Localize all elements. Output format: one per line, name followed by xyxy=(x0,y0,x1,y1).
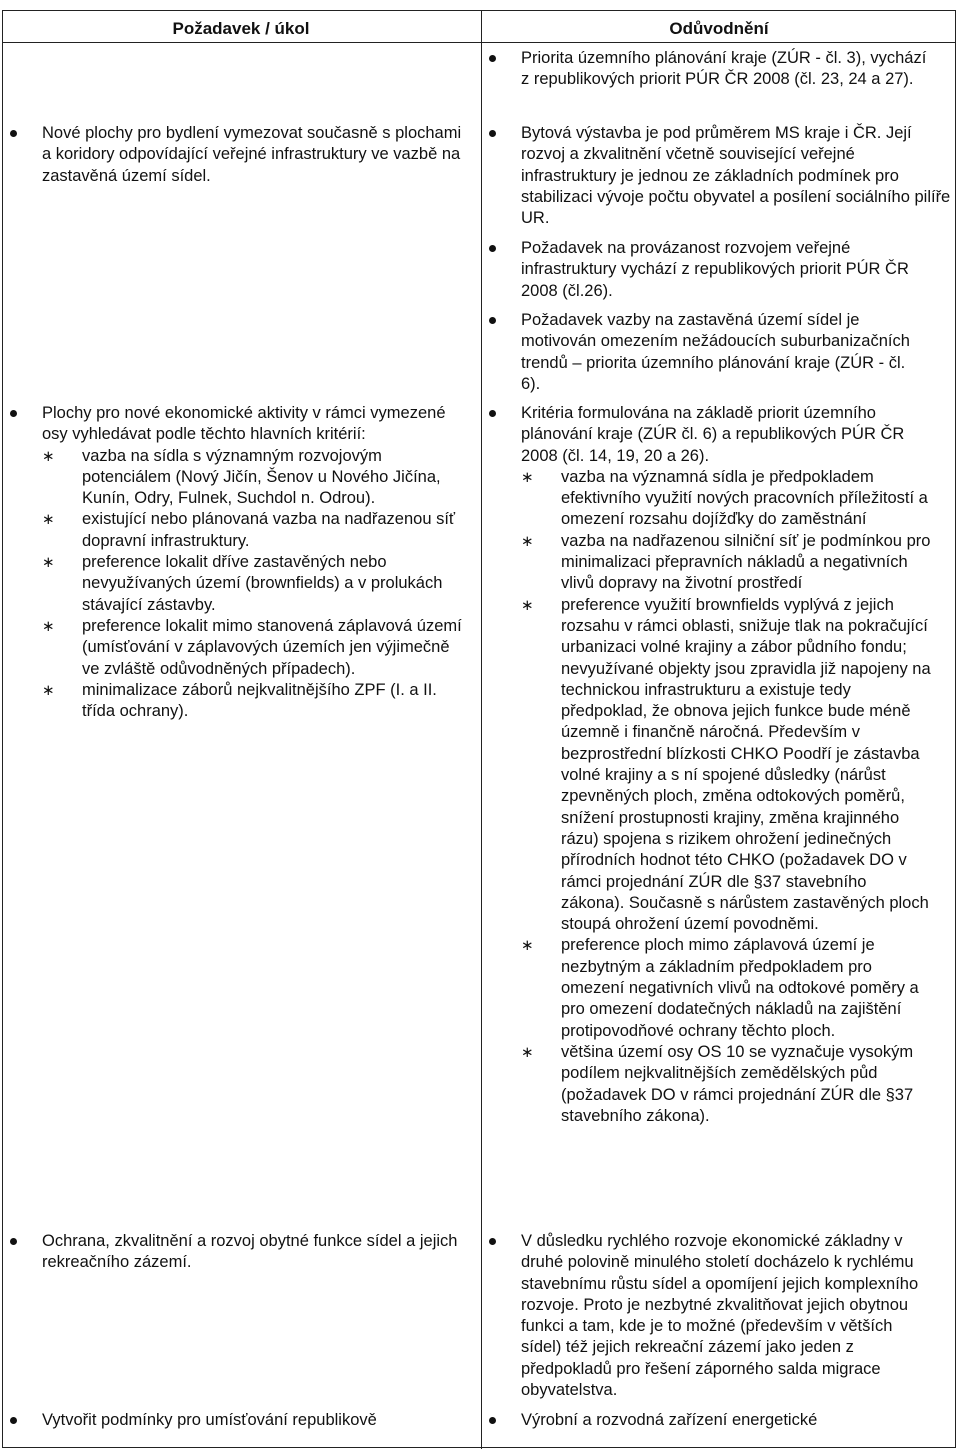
asterisk-icon: ∗ xyxy=(521,937,534,955)
bullet-icon xyxy=(489,55,496,62)
asterisk-icon: ∗ xyxy=(521,532,534,550)
header-requirement: Požadavek / úkol xyxy=(172,19,310,38)
justification-item: Bytová výstavba je pod průměrem MS kraje i ČR. Její rozvoj a zkvalitnění včetně související veřejné infrastruktury je jednou ze základních podmínek pro stabilizaci vývoje počtu obyvatel a posílení sociálního pilíře UR. xyxy=(521,123,951,229)
header-justification: Odůvodnění xyxy=(669,19,769,38)
asterisk-icon: ∗ xyxy=(42,681,55,699)
requirement-item: Nové plochy pro bydlení vymezovat současně s plochami a koridory odpovídající veřejné infrastruktury ve vazbě na zastavěná území sídel. xyxy=(42,123,462,187)
justification-item: V důsledku rychlého rozvoje ekonomické základny v druhé polovině minulého století docházelo k rychlému stavebnímu růstu sídel a opomíjení jejich komplexního rozvoje. Proto je nezbytné zkvalitňovat jejich obytnou funkci a tam, kde je to možné (především v větších sídel) též jejich rekreační zázemí jako jeden z předpokladů pro řešení záporného salda migrace obyvatelstva. xyxy=(521,1231,926,1401)
criterion-item: ∗ existující nebo plánovaná vazba na nadřazenou síť dopravní infrastruktury. xyxy=(42,510,456,550)
requirement-item: Ochrana, zkvalitnění a rozvoj obytné funkce sídel a jejich rekreačního zázemí. xyxy=(42,1231,470,1274)
reason-item: ∗ vazba na významná sídla je předpokladem efektivního využití nových pracovních příležitostí a omezení rozsahu dojížďky do zaměstnání xyxy=(521,467,928,529)
justification-item: Výrobní a rozvodná zařízení energetické xyxy=(521,1410,941,1431)
asterisk-icon: ∗ xyxy=(42,554,55,572)
justification-item: Požadavek na provázanost rozvojem veřejné infrastruktury vychází z republikových priorit PÚR ČR 2008 (čl.26). xyxy=(521,238,941,302)
justification-item: Požadavek vazby na zastavěná území sídel je motivován omezením nežádoucích suburbanizačních trendů – priorita územního plánování kraje (ZÚR - čl. 6). xyxy=(521,310,921,395)
reason-item: ∗ preference využití brownfields vyplývá z jejich rozsahu v rámci oblasti, snižuje tlak na pokračující urbanizaci volné krajiny a zábor půdního fondu; nevyužívané objekty jsou zpravidla již napojeny na technickou infrastrukturu a existuje tedy předpoklad, že obnova jejich funkce bude méně územně i finančně náročná. Především v bezprostřední blízkosti CHKO Poodří je zástavba volné krajiny a s ní spojené důsledky (nárůst zpevněných ploch, změna odtokových poměrů, snížení prostupnosti krajiny, změna krajinného rázu) spojena s rizikem ohrožení jedinečných přírodních hodnot této CHKO (požadavek DO v rámci projednání ZÚR dle §37 stavebního zákona). Současně s nárůstem zastavěných ploch stoupá ohrožení území povodněmi. xyxy=(521,595,931,934)
criterion-item: ∗ vazba na sídla s významným rozvojovým potenciálem (Nový Jičín, Šenov u Nového Jičína, Kunín, Odry, Fulnek, Suchdol n. Odrou). xyxy=(42,446,441,508)
criterion-item: ∗ preference lokalit mimo stanovená záplavová území (umísťování v záplavových územích jen výjimečně ve zvláště odůvodněných případech). xyxy=(42,616,462,678)
column-divider xyxy=(481,11,482,1449)
asterisk-icon: ∗ xyxy=(521,468,534,486)
asterisk-icon: ∗ xyxy=(42,447,55,465)
justification-item: Kritéria formulována na základě priorit územního plánování kraje (ZÚR čl. 6) a republikových PÚR ČR 2008 (čl. 14, 19, 20 a 26). ∗ vazba na významná sídla je předpokladem efektivního využití nových pracovních příležitostí a omezení rozsahu dojížďky do zaměstnání ∗ vazba na nadřazenou silniční síť je podmínkou pro minimalizaci přepravních nákladů a negativních vlivů dopravy na životní prostředí ∗ preference využití brownfields vyplývá z jejich rozsahu v rámci oblasti, snižuje tlak na pokračující urbanizaci volné krajiny a zábor půdního fondu; nevyužívané objekty jsou zpravidla již napojeny na technickou infrastrukturu a existuje tedy předpoklad, že obnova jejich funkce bude méně územně i finančně náročná. Především v bezprostřední blízkosti CHKO Poodří je zástavba volné krajiny a s ní spojené důsledky (nárůst zpevněných ploch, změna odtokových poměrů, snížení prostupnosti krajiny, změna krajinného rázu) spojena s rizikem ohrožení jedinečných přírodních hodnot této CHKO (požadavek DO v rámci projednání ZÚR dle §37 stavebního zákona). Současně s nárůstem zastavěných ploch stoupá ohrožení území povodněmi. ∗ preference ploch mimo záplavová území je nezbytným a základním předpokladem pro omezení negativních vlivů na odtokové poměry a pro omezení dodatečných nákladů na zajištění protipovodňové ochrany těchto ploch. ∗ většina území osy OS 10 se vyznačuje vysokým podílem nejkvalitnějších zemědělských půd (požadavek DO v rámci projednání ZÚR dle §37 stavebního zákona). xyxy=(521,403,931,1127)
bullet-icon xyxy=(10,410,17,417)
bullet-icon xyxy=(10,130,17,137)
bullet-icon xyxy=(489,1238,496,1245)
requirement-item: Plochy pro nové ekonomické aktivity v rámci vymezené osy vyhledávat podle těchto hlavních kritérií: ∗ vazba na sídla s významným rozvojovým potenciálem (Nový Jičín, Šenov u Nového Jičína, Kunín, Odry, Fulnek, Suchdol n. Odrou). ∗ existující nebo plánovaná vazba na nadřazenou síť dopravní infrastruktury. ∗ preference lokalit dříve zastavěných nebo nevyužívaných území (brownfields) a v prolukách stávající zástavby. ∗ preference lokalit mimo stanovená záplavová území (umísťování v záplavových územích jen výjimečně ve zvláště odůvodněných případech). ∗ minimalizace záborů nejkvalitnějšího ZPF (I. a II. třída ochrany). xyxy=(42,403,462,722)
reason-item: ∗ vazba na nadřazenou silniční síť je podmínkou pro minimalizaci přepravních nákladů a negativních vlivů dopravy na životní prostředí xyxy=(521,531,931,593)
criterion-item: ∗ preference lokalit dříve zastavěných nebo nevyužívaných území (brownfields) a v prolukách stávající zástavby. xyxy=(42,553,443,614)
asterisk-icon: ∗ xyxy=(42,511,55,529)
asterisk-icon: ∗ xyxy=(521,596,534,614)
asterisk-icon: ∗ xyxy=(42,617,55,635)
bullet-icon xyxy=(10,1417,17,1424)
bullet-icon xyxy=(10,1238,17,1245)
bullet-icon xyxy=(489,245,496,252)
asterisk-icon: ∗ xyxy=(521,1043,534,1061)
bullet-icon xyxy=(489,410,496,417)
header-divider xyxy=(3,42,955,43)
bullet-icon xyxy=(489,317,496,324)
criterion-item: ∗ minimalizace záborů nejkvalitnějšího ZPF (I. a II. třída ochrany). xyxy=(42,680,437,721)
bullet-icon xyxy=(489,1417,496,1424)
reason-item: ∗ většina území osy OS 10 se vyznačuje vysokým podílem nejkvalitnějších zemědělských půd (požadavek DO v rámci projednání ZÚR dle §37 stavebního zákona). xyxy=(521,1042,914,1125)
requirement-item: Vytvořit podmínky pro umísťování republikově xyxy=(42,1410,472,1431)
reason-item: ∗ preference ploch mimo záplavová území je nezbytným a základním předpokladem pro omezení negativních vlivů na odtokové poměry a pro omezení dodatečných nákladů na zajištění protipovodňové ochrany těchto ploch. xyxy=(521,936,919,1040)
justification-item: Priorita územního plánování kraje (ZÚR - čl. 3), vychází z republikových priorit PÚR ČR 2008 (čl. 23, 24 a 27). xyxy=(521,48,931,91)
bullet-icon xyxy=(489,130,496,137)
